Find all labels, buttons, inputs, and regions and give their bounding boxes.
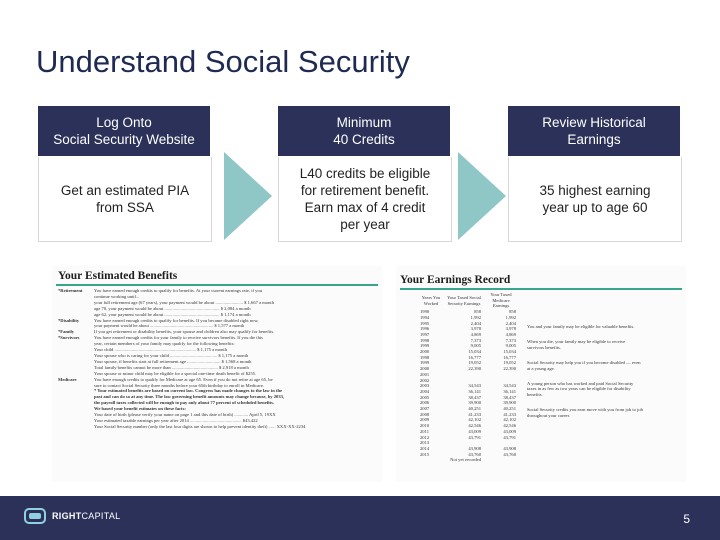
benefit-row-text: You have earned enough credits to qualify for benefits. At your current earnings rate, if you bbox=[94, 288, 263, 293]
benefit-row-text: the payroll taxes collected will be enough to pay only about 77 percent of scheduled benefits. bbox=[94, 400, 275, 406]
benefit-row-text: Your Social Security number (only the last four digits are shown to help prevent identity theft) ...... XXX-XX-2234 bbox=[94, 423, 306, 429]
benefit-row-text: If you get retirement or disability benefits, your spouse and children also may qualify for benefits. bbox=[94, 329, 275, 335]
earnings-record-rule bbox=[400, 288, 682, 290]
earnings-ss-value: 43,791 bbox=[468, 434, 481, 440]
benefit-row-text: You have earned enough credits to qualify for benefits. If you became disabled right now, bbox=[94, 317, 259, 323]
earnings-year: 2006 bbox=[420, 400, 430, 406]
earnings-ss-value: 1,992 bbox=[470, 314, 481, 320]
benefit-row-text: Your date of birth (please verify your name on page 1 and this date of birth) ............ April 5, 19XX bbox=[94, 412, 276, 418]
benefit-row-text: age 62, your payment would be about ................................................ $ 1,174 a month bbox=[94, 311, 251, 317]
column-2-heading-line1: Minimum bbox=[336, 115, 392, 130]
estimated-benefits-rows bbox=[52, 288, 382, 430]
benefit-row-text: Your spouse who is caring for your child ......................................... $ 1,175 a month bbox=[94, 352, 249, 358]
benefit-row-label: *Retirement bbox=[58, 288, 83, 293]
benefit-row-text: Your estimated taxable earnings per year after 2014 ............................................. $43,422 bbox=[94, 417, 258, 423]
earnings-ss-value: 42,102 bbox=[468, 417, 481, 423]
column-1-heading-line2: Social Security Website bbox=[53, 132, 195, 147]
estimated-benefits-panel bbox=[52, 266, 382, 482]
column-2-body bbox=[278, 157, 452, 242]
earnings-ss-value: 34,543 bbox=[468, 383, 481, 389]
earnings-ss-value: 4,869 bbox=[470, 331, 481, 337]
earnings-ss-value: 2,404 bbox=[470, 320, 481, 326]
column-3-heading bbox=[508, 106, 680, 156]
earnings-header-ss: Your Taxed Social Security Earnings bbox=[447, 294, 481, 306]
earnings-record-title: Your Earnings Record bbox=[400, 274, 511, 286]
earnings-ss-value: 19,052 bbox=[468, 360, 481, 366]
earnings-ss-value: 858 bbox=[474, 309, 481, 315]
earnings-ss-value: 36,141 bbox=[468, 388, 481, 394]
benefit-row-text: past and can do so at any time. The law governing benefit amounts may change because, by 2033, bbox=[94, 394, 285, 400]
earnings-year: 2011 bbox=[420, 428, 430, 434]
benefit-row-text: continue working until... bbox=[94, 293, 140, 299]
earnings-medicare-value: 42,102 bbox=[503, 417, 516, 423]
benefit-row bbox=[58, 424, 382, 430]
earnings-year: 2003 bbox=[420, 383, 430, 389]
earnings-note: You and your family may be eligible for valuable benefits. bbox=[527, 324, 635, 329]
earnings-medicare-value: 39,900 bbox=[503, 400, 516, 406]
benefit-row-text: your payment would be about ....................................................... $ 1,577 a month bbox=[94, 323, 245, 329]
earnings-medicare-value: 7,373 bbox=[505, 337, 516, 343]
benefit-row-text: We based your benefit estimates on these facts: bbox=[94, 406, 186, 412]
earnings-ss-value: Not yet recorded bbox=[450, 457, 481, 463]
earnings-note: When you die, your family may be eligible to receive survivors benefits. bbox=[527, 338, 626, 350]
earnings-medicare-value: 43,760 bbox=[503, 451, 516, 457]
column-3-heading-line2: Earnings bbox=[567, 132, 621, 147]
earnings-year: 1997 bbox=[420, 331, 430, 337]
column-1-heading bbox=[38, 106, 210, 156]
column-2-heading bbox=[278, 106, 450, 156]
logo-text-light: CAPITAL bbox=[81, 511, 121, 521]
slide-title: Understand Social Security bbox=[36, 44, 410, 79]
earnings-year: 2012 bbox=[420, 434, 430, 440]
earnings-year: 2014 bbox=[420, 445, 430, 451]
column-1-heading-line1: Log Onto bbox=[96, 115, 152, 130]
benefit-row-label: *Family bbox=[58, 329, 75, 335]
arrow-1-icon bbox=[224, 152, 272, 240]
earnings-year: 2000 bbox=[420, 349, 430, 355]
earnings-record-panel bbox=[396, 266, 686, 482]
earnings-medicare-value: 2,404 bbox=[505, 320, 516, 326]
earnings-medicare-value: 9,005 bbox=[505, 343, 516, 349]
estimated-benefits-rule bbox=[56, 284, 378, 286]
earnings-year: 1994 bbox=[420, 314, 430, 320]
earnings-medicare-value: 19,052 bbox=[503, 360, 516, 366]
earnings-medicare-value bbox=[486, 457, 521, 463]
earnings-medicare-value: 15,034 bbox=[503, 349, 516, 355]
earnings-ss-value: 41,233 bbox=[468, 411, 481, 417]
logo-text-bold: RIGHT bbox=[52, 511, 82, 521]
benefit-row-text: age 70, your payment would be about ................................................ $ 2,084 a month bbox=[94, 305, 251, 311]
earnings-note: Social Security credits you earn move with you from job to job throughout your career. bbox=[527, 407, 643, 419]
benefit-row-label: *Disability bbox=[58, 317, 80, 323]
earnings-row bbox=[420, 457, 521, 463]
earnings-medicare-value: 43,009 bbox=[503, 428, 516, 434]
earnings-ss-value: 15,034 bbox=[468, 349, 481, 355]
benefit-row-label: Medicare bbox=[58, 376, 77, 382]
earnings-year: 2002 bbox=[420, 377, 430, 383]
benefit-row-text: Your child ....................................................................... $ 1,175 a month bbox=[94, 347, 228, 353]
benefit-row-text: your full retirement age (67 years), your payment would be about ........................ $ 1,667 a month bbox=[94, 299, 275, 305]
earnings-year: 2004 bbox=[420, 388, 430, 394]
earnings-note: A young person who has worked and paid Social Security taxes in as few as two years can be eligible for disability benefits. bbox=[527, 380, 634, 398]
earnings-year: 1990 bbox=[420, 309, 430, 315]
earnings-year: 2001 bbox=[420, 371, 430, 377]
benefit-row-text: Your spouse, if benefits start at full retirement age ............................. $ 1,568 a month bbox=[94, 358, 252, 364]
earnings-ss-value: 3,978 bbox=[470, 326, 481, 332]
earnings-ss-value: 16,777 bbox=[468, 354, 481, 360]
earnings-year: 2005 bbox=[420, 394, 430, 400]
column-3-body-text: 35 highest earning year up to age 60 bbox=[539, 183, 651, 215]
earnings-year: 2000 bbox=[420, 366, 430, 372]
column-2-body-text: L40 credits be eligible for retirement benefit. Earn max of 4 credit per year bbox=[299, 166, 431, 232]
benefit-row-text: Total family benefits cannot be more than ........................................ $ 2,918 a month bbox=[94, 364, 249, 370]
earnings-year: 2013 bbox=[420, 440, 430, 446]
earnings-medicare-value: 43,908 bbox=[503, 445, 516, 451]
earnings-ss-value: 43,908 bbox=[468, 445, 481, 451]
earnings-medicare-value: 4,869 bbox=[505, 331, 516, 337]
earnings-year: 1995 bbox=[420, 320, 430, 326]
earnings-medicare-value: 858 bbox=[509, 309, 516, 315]
earnings-year: 1998 bbox=[420, 337, 430, 343]
column-1-body-text: Get an estimated PIA from SSA bbox=[60, 183, 190, 215]
earnings-ss-value: 7,373 bbox=[470, 337, 481, 343]
estimated-benefits-title: Your Estimated Benefits bbox=[58, 270, 178, 282]
earnings-table bbox=[420, 292, 521, 463]
earnings-note: Social Security may help you if you become disabled — even at a young age. bbox=[527, 359, 641, 371]
earnings-ss-value: 42,546 bbox=[468, 423, 481, 429]
earnings-medicare-value: 34,543 bbox=[503, 383, 516, 389]
earnings-year: 2007 bbox=[420, 406, 430, 412]
benefit-row-label bbox=[58, 424, 94, 430]
column-3-heading-line1: Review Historical bbox=[542, 115, 646, 130]
earnings-year: 2010 bbox=[420, 423, 430, 429]
benefit-row-text: * Your estimated benefits are based on current law. Congress has made changes to the law in the bbox=[94, 388, 283, 394]
earnings-year: 2015 bbox=[420, 451, 430, 457]
earnings-header-medicare: Your Taxed Medicare Earnings bbox=[490, 292, 512, 309]
earnings-ss-value: 43,009 bbox=[468, 428, 481, 434]
benefit-row-text: You have earned enough credits for your family to receive survivors benefits. If you die this bbox=[94, 335, 263, 341]
earnings-year: 2009 bbox=[420, 417, 430, 423]
earnings-ss-value: 40,251 bbox=[468, 406, 481, 412]
column-3-body bbox=[508, 157, 682, 242]
benefit-row-text: Your spouse or minor child may be eligible for a special one-time death benefit of $255. bbox=[94, 370, 257, 376]
earnings-year: 1999 bbox=[420, 360, 430, 366]
company-logo bbox=[24, 508, 120, 524]
earnings-ss-value: 38,437 bbox=[468, 394, 481, 400]
earnings-medicare-value: 36,141 bbox=[503, 388, 516, 394]
earnings-year: 2008 bbox=[420, 411, 430, 417]
earnings-year bbox=[420, 457, 447, 463]
earnings-year: 1996 bbox=[420, 326, 430, 332]
earnings-ss-value: 43,760 bbox=[468, 451, 481, 457]
benefit-row-text: year, certain members of your family may qualify for the following benefits: bbox=[94, 341, 235, 347]
arrow-2-icon bbox=[458, 152, 506, 240]
earnings-ss-value: 22,390 bbox=[468, 366, 481, 372]
earnings-ss-value: 39,900 bbox=[468, 400, 481, 406]
benefit-row-text: You have enough credits to qualify for Medicare at age 65. Even if you do not retire at age 65, be bbox=[94, 376, 273, 382]
earnings-medicare-value: 41,233 bbox=[503, 411, 516, 417]
earnings-ss-value: 9,005 bbox=[470, 343, 481, 349]
earnings-medicare-value: 1,992 bbox=[505, 314, 516, 320]
page-number: 5 bbox=[683, 512, 690, 526]
logo-text bbox=[52, 511, 120, 521]
earnings-medicare-value: 3,978 bbox=[505, 326, 516, 332]
earnings-notes bbox=[527, 292, 643, 463]
earnings-medicare-value: 16,777 bbox=[503, 354, 516, 360]
earnings-year: 1999 bbox=[420, 343, 430, 349]
column-2-heading-line2: 40 Credits bbox=[333, 132, 395, 147]
earnings-year: 1998 bbox=[420, 354, 430, 360]
earnings-header-years: Years You Worked bbox=[421, 294, 441, 306]
earnings-medicare-value: 22,390 bbox=[503, 366, 516, 372]
earnings-medicare-value: 42,546 bbox=[503, 423, 516, 429]
benefit-row-text: sure to contact Social Security three months before your 65th birthday to enroll in Medicare. bbox=[94, 382, 265, 388]
logo-icon bbox=[24, 508, 46, 524]
column-1-body bbox=[38, 157, 212, 242]
earnings-medicare-value: 40,251 bbox=[503, 406, 516, 412]
earnings-medicare-value: 38,437 bbox=[503, 394, 516, 400]
earnings-medicare-value: 43,791 bbox=[503, 434, 516, 440]
benefit-row-label: *Survivors bbox=[58, 335, 80, 341]
